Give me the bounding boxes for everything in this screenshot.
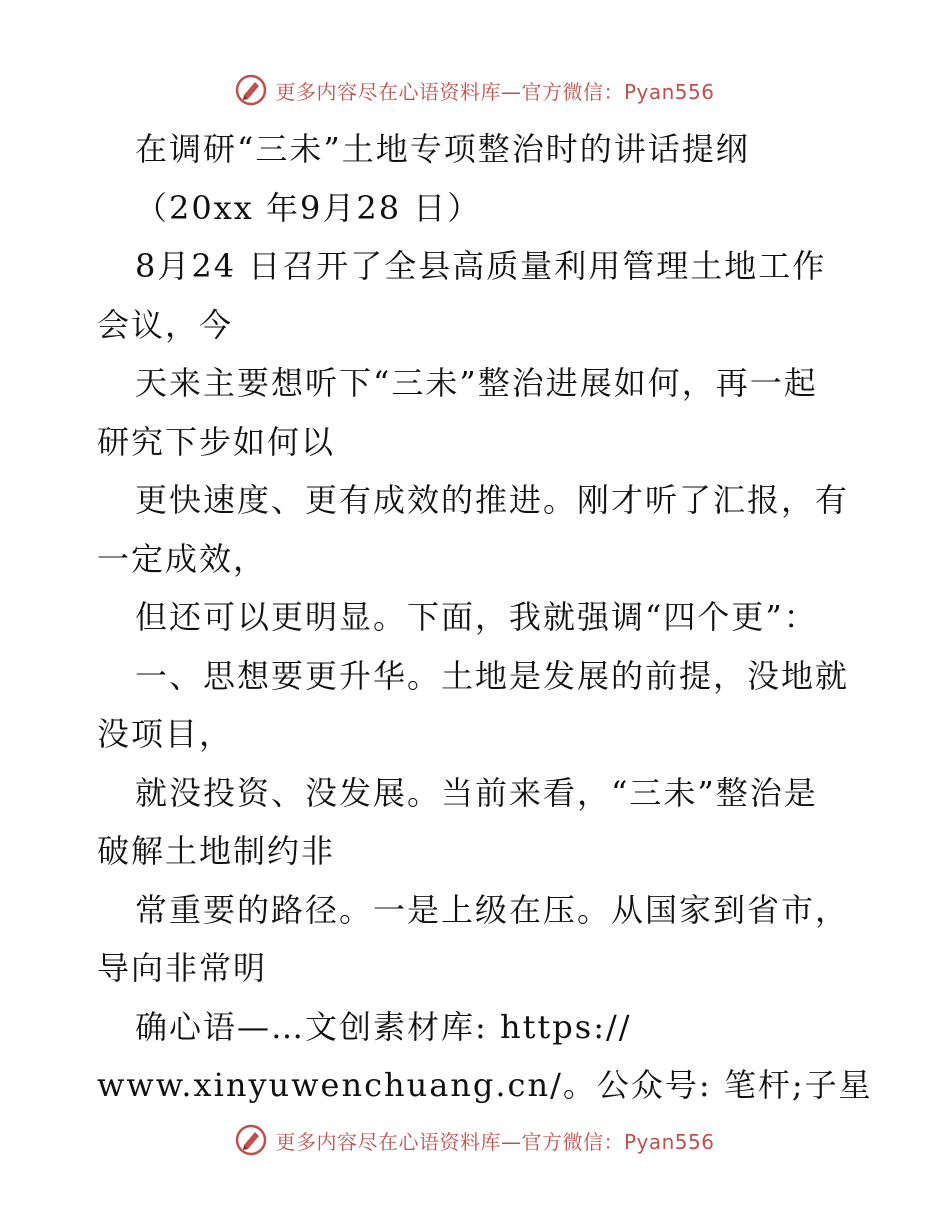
brand-logo-icon xyxy=(235,74,267,106)
text-line: 8月24 日召开了全县高质量利用管理土地工作 xyxy=(135,247,827,285)
text-line: 一、思想要更升华。土地是发展的前提，没地就 xyxy=(135,656,850,695)
text-line: 更快速度、更有成效的推进。刚才听了汇报，有 xyxy=(135,481,850,519)
watermark-text: 更多内容尽在心语资料库—官方微信：Pyan556 xyxy=(275,1129,715,1154)
text-line: 但还可以更明显。下面，我就强调“四个更”： xyxy=(135,598,818,636)
header-watermark-banner xyxy=(0,70,950,110)
text-line: 常重要的路径。一是上级在压。从国家到省市， xyxy=(135,890,850,929)
brand-logo-icon xyxy=(235,1124,267,1156)
footer-watermark-banner xyxy=(0,1120,950,1160)
document-title: 在调研“三未”土地专项整治时的讲话提纲 xyxy=(135,130,750,168)
text-line: 确心语—…文创素材库: https:// xyxy=(135,1007,632,1046)
text-line: 研究下步如何以 xyxy=(97,422,336,461)
watermark-text: 更多内容尽在心语资料库—官方微信：Pyan556 xyxy=(275,79,715,104)
document-date: （20xx 年9月28 日） xyxy=(135,188,482,227)
text-line: www.xinyuwenchuang.cn/。公众号: 笔杆;子星 xyxy=(97,1066,873,1104)
text-line: 导向非常明 xyxy=(97,949,268,987)
document-body xyxy=(97,120,873,1115)
text-line: 天来主要想听下“三未”整治进展如何，再一起 xyxy=(135,364,818,402)
text-line: 一定成效， xyxy=(97,539,268,578)
text-line: 破解土地制约非 xyxy=(97,832,336,870)
text-line: 就没投资、没发展。当前来看，“三未”整治是 xyxy=(135,773,818,812)
text-line: 没项目， xyxy=(97,715,234,753)
text-line: 会议，今 xyxy=(97,305,234,344)
